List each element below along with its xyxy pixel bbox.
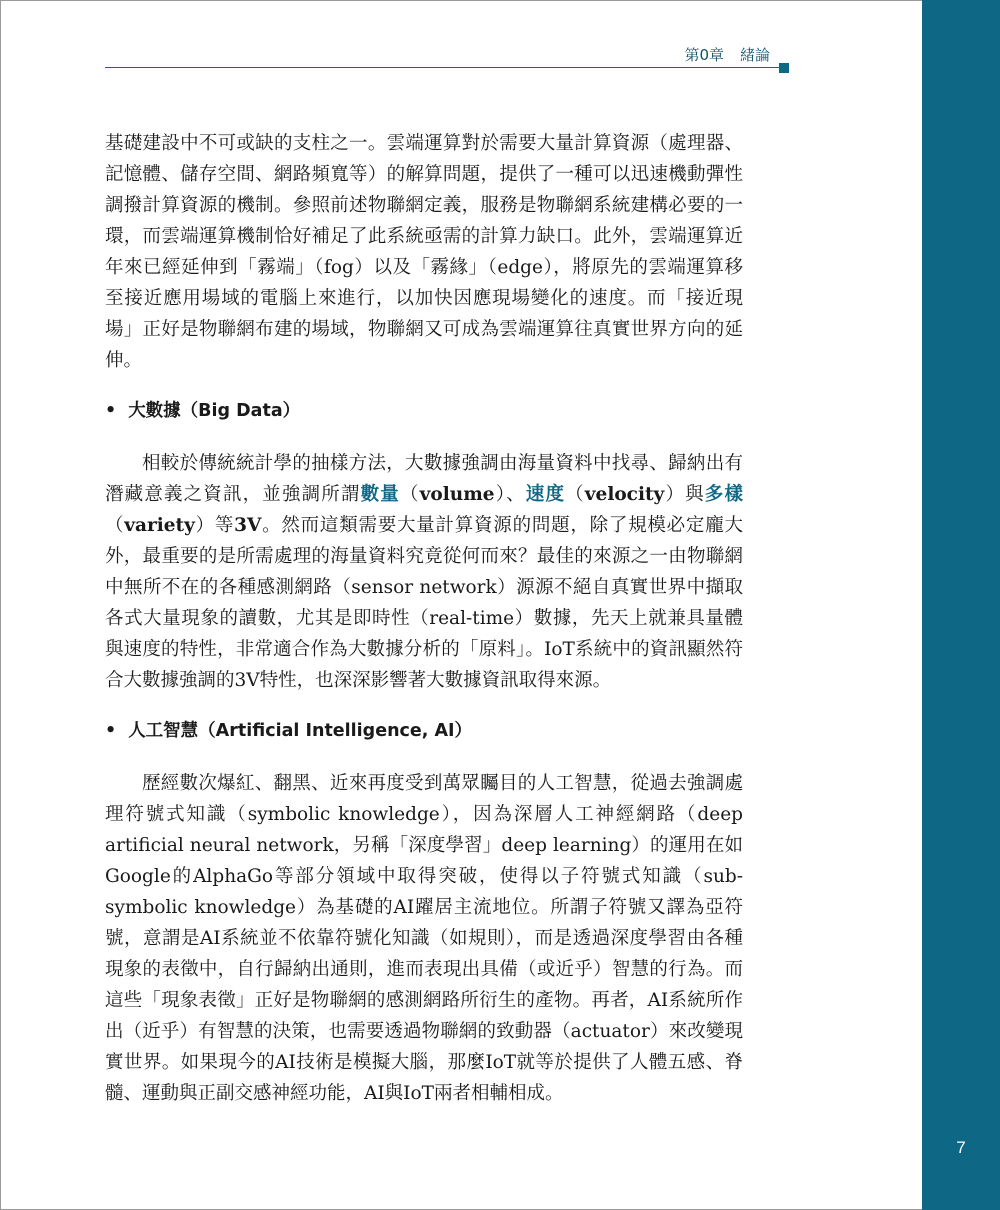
side-color-band — [922, 0, 1000, 1210]
text-run: ）與 — [664, 484, 705, 505]
text-run: （ — [105, 515, 125, 536]
term-variety: variety — [124, 515, 195, 536]
header-rule — [105, 67, 785, 68]
header-square-marker — [779, 63, 789, 73]
keyword-variety: 多樣 — [704, 484, 743, 505]
section-heading-big-data — [105, 396, 743, 427]
header-chapter: 第0章 — [684, 46, 724, 64]
term-3v: 3V — [234, 515, 262, 536]
running-header — [684, 44, 770, 65]
header-title: 緒論 — [739, 46, 770, 64]
text-run: 。然而這類需要大量計算資源的問題，除了規模必定龐大外，最重要的是所需處理的海量資料究竟從何而來？最佳的來源之一由物聯網中無所不在的各種感測網路（sensor network）源源不絕自真實世界中擷取各式大量現象的讀數，尤其是即時性（real-time）數據，先天上就兼具量體與速度的特性，非常適合作為大數據分析的「原料」。IoT系統中的資訊顯然符合大數據強調的3V特性，也深深影響著大數據資訊取得來源。 — [105, 515, 743, 691]
big-data-paragraph — [105, 448, 743, 696]
intro-paragraph: 基礎建設中不可或缺的支柱之一。雲端運算對於需要大量計算資源（處理器、記憶體、儲存空間、網路頻寬等）的解算問題，提供了一種可以迅速機動彈性調撥計算資源的機制。參照前述物聯網定義，服務是物聯網系統建構必要的一環，而雲端運算機制恰好補足了此系統亟需的計算力缺口。此外，雲端運算近年來已經延伸到「霧端」（fog）以及「霧緣」（edge），將原先的雲端運算移至接近應用場域的電腦上來進行，以加快因應現場變化的速度。而「接近現場」正好是物聯網布建的場域，物聯網又可成為雲端運算往真實世界方向的延伸。 — [105, 133, 743, 371]
body-text — [105, 128, 743, 1109]
term-velocity: velocity — [584, 484, 665, 505]
bullet-icon: • — [105, 401, 117, 421]
text-run: （ — [399, 484, 420, 505]
text-run: ）等 — [194, 515, 235, 536]
text-run: ）、 — [494, 484, 526, 505]
page-number: 7 — [956, 1138, 966, 1157]
text-run: （ — [565, 484, 585, 505]
keyword-volume: 數量 — [360, 484, 400, 505]
bullet-icon: • — [105, 721, 117, 741]
ai-paragraph: 歷經數次爆紅、翻黑、近來再度受到萬眾矚目的人工智慧，從過去強調處理符號式知識（symbolic knowledge），因為深層人工神經網路（deep artificial neural network，另稱「深度學習」deep learning）的運用在如Google的AlphaGo等部分領域中取得突破，使得以子符號式知識（sub-symbolic knowledge）為基礎的AI躍居主流地位。所謂子符號又譯為亞符號，意謂是AI系統並不依靠符號化知識（如規則），而是透過深度學習由各種現象的表徵中，自行歸納出通則，進而表現出具備（或近乎）智慧的行為。而這些「現象表徵」正好是物聯網的感測網路所衍生的產物。再者，AI系統所作出（近乎）有智慧的決策，也需要透過物聯網的致動器（actuator）來改變現實世界。如果現今的AI技術是模擬大腦，那麼IoT就等於提供了人體五感、脊髓、運動與正副交感神經功能，AI與IoT兩者相輔相成。 — [105, 773, 743, 1104]
heading-text: 人工智慧（Artificial Intelligence, AI） — [128, 721, 473, 741]
heading-text: 大數據（Big Data） — [128, 401, 301, 421]
term-volume: volume — [419, 484, 495, 505]
text-run: 相較於傳統統計學的抽樣方法，大數據強調由海量資料中找尋、歸納出有潛藏意義之資訊，並強調所謂 — [105, 453, 743, 505]
keyword-velocity: 速度 — [525, 484, 566, 505]
section-heading-ai — [105, 716, 743, 747]
